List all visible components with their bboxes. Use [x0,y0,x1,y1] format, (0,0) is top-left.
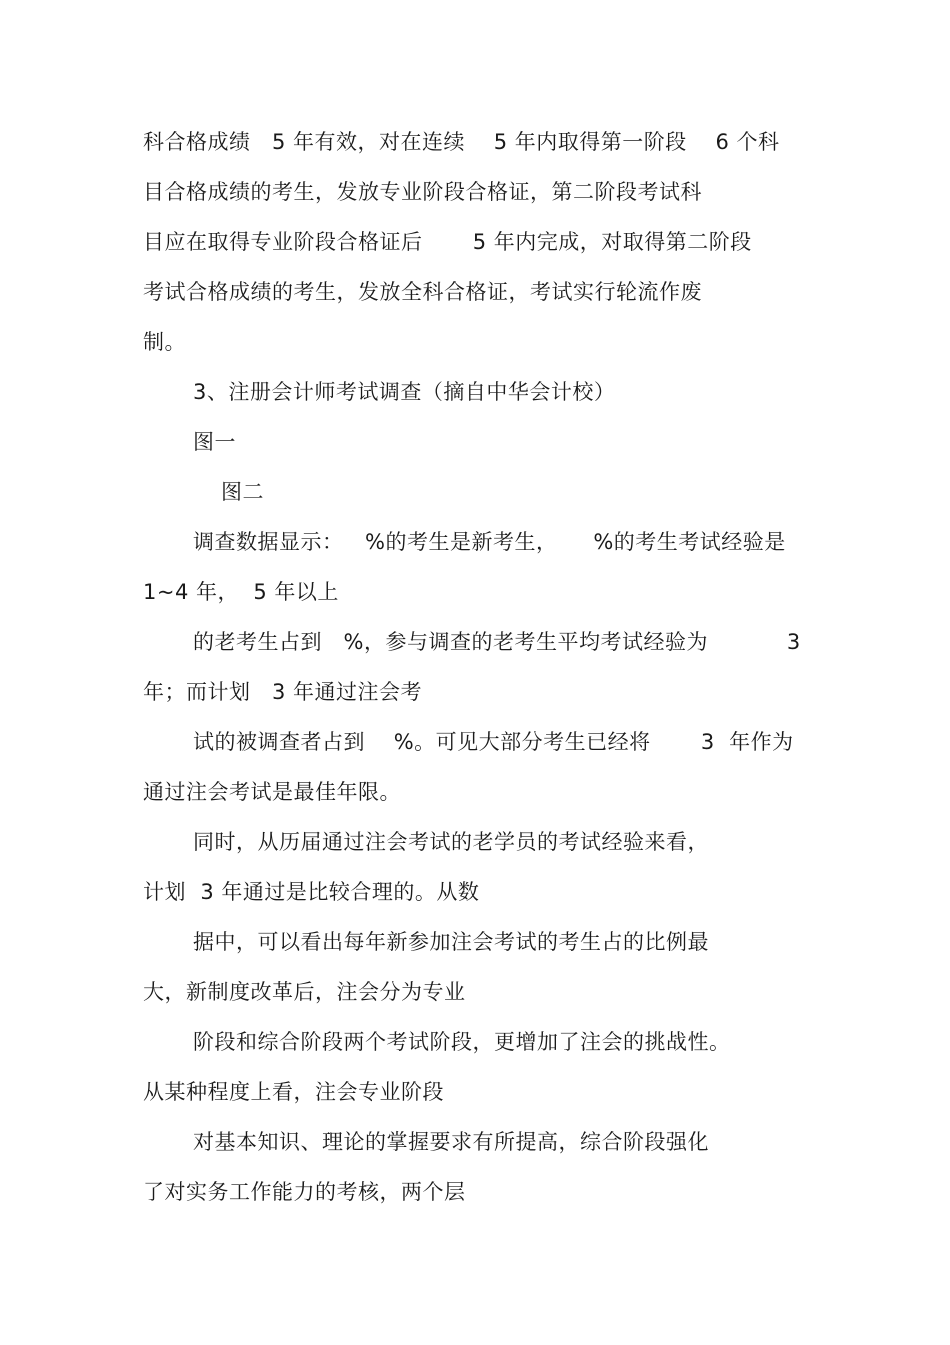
text-line-16: 计划 3 年通过是比较合理的。从数 [143,880,480,904]
text-line-22: 了对实务工作能力的考核，两个层 [143,1180,466,1204]
text-line-20: 从某种程度上看，注会专业阶段 [143,1080,444,1104]
text-line-4: 考试合格成绩的考生，发放全科合格证，考试实行轮流作废 [143,280,702,304]
figure-label-2: 图二 [221,480,264,504]
text-line-14: 通过注会考试是最佳年限。 [143,780,401,804]
text-line-12: 年；而计划 3 年通过注会考 [143,680,423,704]
text-line-5: 制。 [143,330,186,354]
text-line-19: 阶段和综合阶段两个考试阶段，更增加了注会的挑战性。 [193,1030,731,1054]
text-line-11: 的老考生占到 %，参与调查的老考生平均考试经验为 3 [193,630,801,654]
text-line-18: 大，新制度改革后，注会分为专业 [143,980,466,1004]
text-line-2: 目合格成绩的考生，发放专业阶段合格证，第二阶段考试科 [143,180,702,204]
text-line-1: 科合格成绩 5 年有效，对在连续 5 年内取得第一阶段 6 个科 [143,130,780,154]
text-line-21: 对基本知识、理论的掌握要求有所提高，综合阶段强化 [193,1130,709,1154]
section-heading: 3、注册会计师考试调查（摘自中华会计校） [193,380,616,404]
text-line-17: 据中，可以看出每年新参加注会考试的考生占的比例最 [193,930,709,954]
text-line-9: 调查数据显示： %的考生是新考生， %的考生考试经验是 [193,530,786,554]
figure-label-1: 图一 [193,430,236,454]
text-line-10: 1~4 年， 5 年以上 [143,580,339,604]
text-line-15: 同时，从历届通过注会考试的老学员的考试经验来看， [193,830,709,854]
text-line-13: 试的被调查者占到 %。可见大部分考生已经将 3 年作为 [193,730,794,754]
text-line-3: 目应在取得专业阶段合格证后 5 年内完成，对取得第二阶段 [143,230,752,254]
